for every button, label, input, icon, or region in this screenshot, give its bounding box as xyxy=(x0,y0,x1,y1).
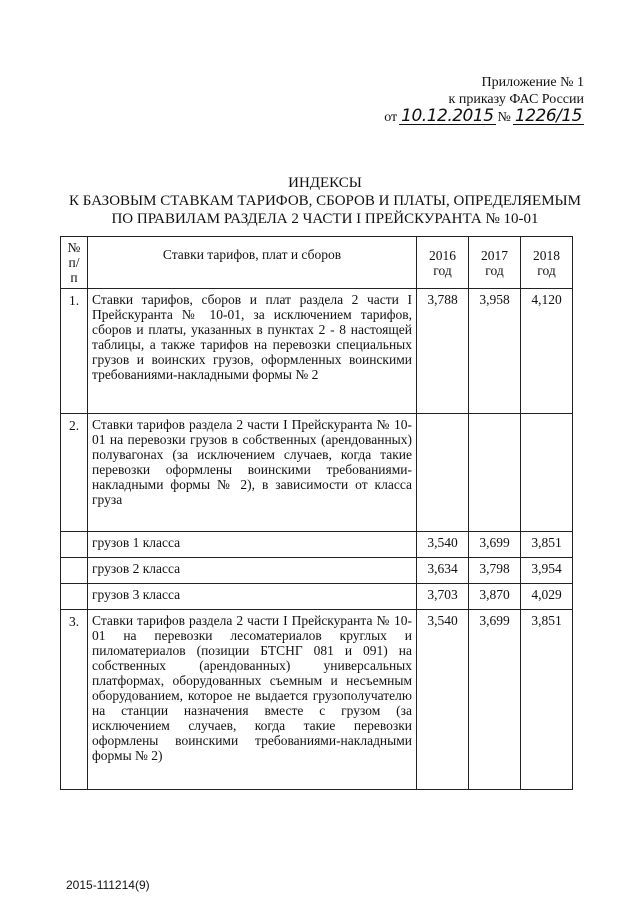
row2b-text: грузов 2 класса xyxy=(88,558,417,584)
row2b-2016: 3,634 xyxy=(417,558,469,584)
header-2018: 2018 год xyxy=(521,237,573,289)
row2-text: Ставки тарифов раздела 2 части I Прейскуранта № 10-01 на перевозки грузов в собственных (арендованных) полувагонах (за исключением случаев, когда такие перевозки оформлены воинскими требованиями-накладными формы № 2), в зависимости от класса груза xyxy=(88,414,417,532)
table-row xyxy=(61,584,573,610)
title-line2: К БАЗОВЫМ СТАВКАМ ТАРИФОВ, СБОРОВ И ПЛАТЫ, ОПРЕДЕЛЯЕМЫМ xyxy=(69,193,581,209)
title-line3: ПО ПРАВИЛАМ РАЗДЕЛА 2 ЧАСТИ I ПРЕЙСКУРАНТА № 10-01 xyxy=(111,211,539,227)
row2a-2018: 3,851 xyxy=(521,532,573,558)
order-number: 1226/15 xyxy=(514,106,582,126)
row2-2016 xyxy=(417,414,469,532)
row2a-num xyxy=(61,532,88,558)
row1-2016: 3,788 xyxy=(417,289,469,414)
table-header-row xyxy=(61,237,573,289)
header-2017: 2017 год xyxy=(469,237,521,289)
row2-2018 xyxy=(521,414,573,532)
row1-num: 1. xyxy=(61,289,88,414)
document-title xyxy=(50,174,600,228)
row2c-num xyxy=(61,584,88,610)
table-row xyxy=(61,532,573,558)
row3-num: 3. xyxy=(61,610,88,790)
table-row xyxy=(61,610,573,790)
title-line1: ИНДЕКСЫ xyxy=(288,175,362,191)
row1-text: Ставки тарифов, сборов и плат раздела 2 части I Прейскуранта № 10-01, за исключением тарифов, сборов и платы, указанных в пунктах 2 - 8 настоящей таблицы, а также тарифов на перевозки специальных грузов и воинских грузов, оформленных воинскими требованиями-накладными формы № 2 xyxy=(88,289,417,414)
row2b-2018: 3,954 xyxy=(521,558,573,584)
row2-2017 xyxy=(469,414,521,532)
row2a-2016: 3,540 xyxy=(417,532,469,558)
annex-line1: Приложение № 1 xyxy=(481,75,584,90)
from-label: от xyxy=(384,110,398,125)
header-desc: Ставки тарифов, плат и сборов xyxy=(88,237,417,289)
row2c-2016: 3,703 xyxy=(417,584,469,610)
annex-header xyxy=(384,74,584,126)
row3-2018: 3,851 xyxy=(521,610,573,790)
row1-2017: 3,958 xyxy=(469,289,521,414)
row2a-text: грузов 1 класса xyxy=(88,532,417,558)
row2a-2017: 3,699 xyxy=(469,532,521,558)
number-label: № xyxy=(497,110,511,125)
header-2016: 2016 год xyxy=(417,237,469,289)
table-row xyxy=(61,414,573,532)
row2c-2017: 3,870 xyxy=(469,584,521,610)
table-row xyxy=(61,289,573,414)
header-num: № п/п xyxy=(61,237,88,289)
row2b-2017: 3,798 xyxy=(469,558,521,584)
annex-ref-line xyxy=(384,108,584,126)
row3-text: Ставки тарифов раздела 2 части I Прейскуранта № 10-01 на перевозки лесоматериалов круглых и пиломатериалов (позиции БТСНГ 081 и 091) на собственных (арендованных) универсальных платформах, оборудованных съемным и несъемным оборудованием, которое не выдается грузополучателю на станции назначения вместе с грузом (за исключением случаев, когда такие перевозки оформлены воинскими требованиями-накладными формы № 2) xyxy=(88,610,417,790)
row3-2016: 3,540 xyxy=(417,610,469,790)
row2c-2018: 4,029 xyxy=(521,584,573,610)
row2c-text: грузов 3 класса xyxy=(88,584,417,610)
row1-2018: 4,120 xyxy=(521,289,573,414)
document-code: 2015-111214(9) xyxy=(66,878,150,892)
index-table xyxy=(60,236,573,790)
row2-num: 2. xyxy=(61,414,88,532)
order-date: 10.12.2015 xyxy=(401,106,494,126)
row3-2017: 3,699 xyxy=(469,610,521,790)
annex-line2: к приказу ФАС России xyxy=(448,92,584,107)
row2b-num xyxy=(61,558,88,584)
table-row xyxy=(61,558,573,584)
